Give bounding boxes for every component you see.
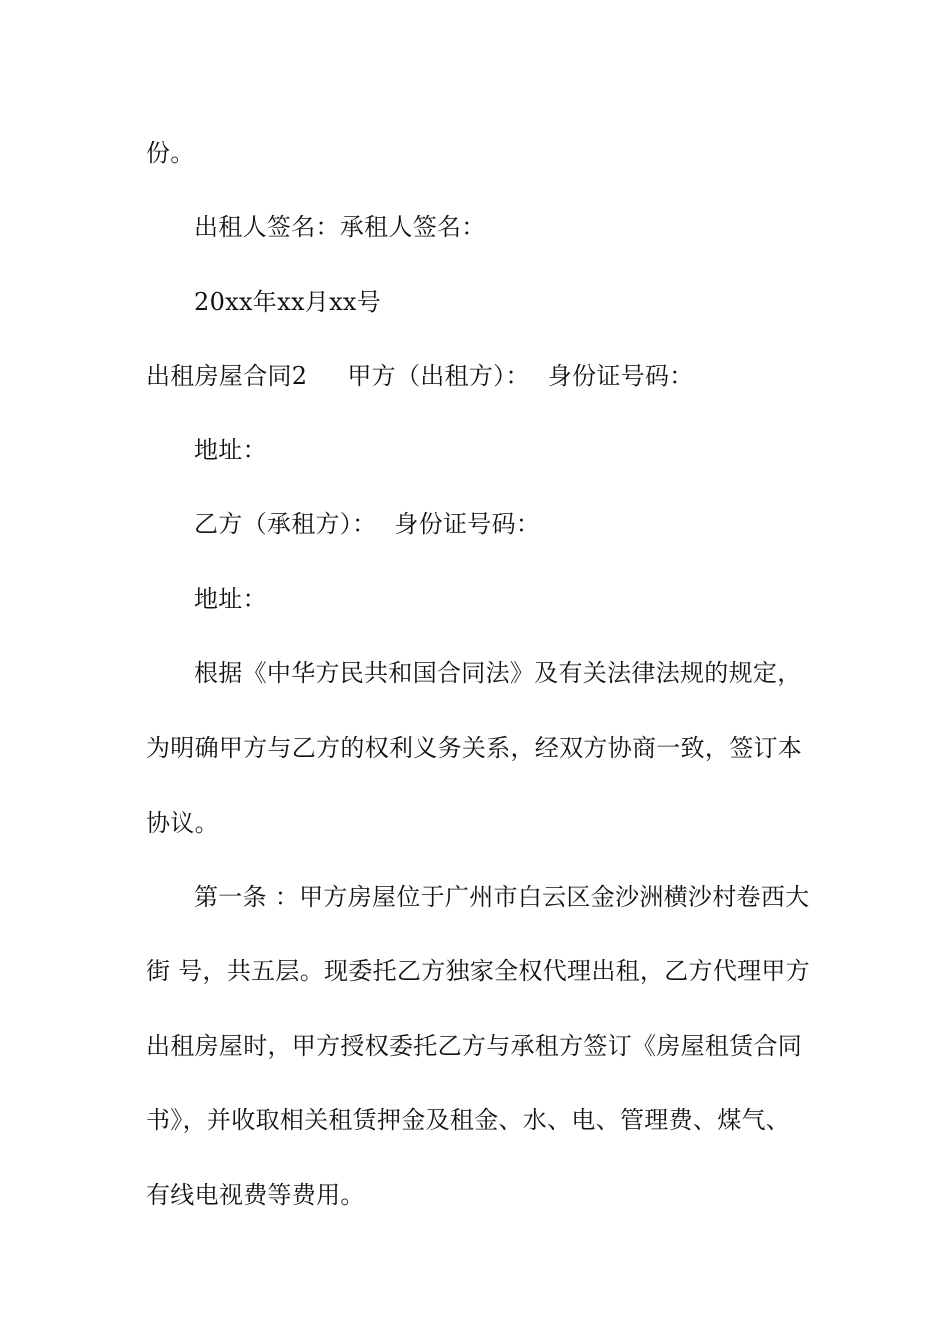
party-b-id-label: 身份证号码：: [394, 510, 541, 538]
article-1-text: 有线电视费等费用。: [146, 1181, 365, 1209]
text-line: [194, 210, 816, 244]
text-line: [146, 1103, 816, 1137]
party-b-address-label: 地址：: [194, 585, 267, 613]
party-a-label: 甲方（出租方）：: [347, 362, 530, 390]
continuation-text: 份。: [146, 139, 195, 167]
article-1-text: 出租房屋时，甲方授权委托乙方与承租方签订《房屋租赁合同: [146, 1032, 803, 1060]
text-line: [194, 285, 816, 319]
article-1-text: 书》，并收取相关租赁押金及租金、水、电、管理费、煤气、: [146, 1106, 791, 1134]
article-1-text: 街 号，共五层。现委托乙方独家全权代理出租，乙方代理甲方: [146, 957, 811, 985]
text-line: [194, 582, 816, 616]
party-a-address-label: 地址：: [194, 436, 267, 464]
text-line: [146, 136, 816, 170]
text-line: [146, 1178, 816, 1212]
party-a-id-label: 身份证号码：: [547, 362, 694, 390]
text-line: [194, 880, 816, 914]
preamble-text: 根据《中华方民共和国合同法》及有关法律法规的规定，: [194, 659, 802, 687]
text-line: [194, 656, 816, 690]
preamble-text: 为明确甲方与乙方的权利义务关系，经双方协商一致，签订本: [146, 734, 803, 762]
text-line: [194, 507, 816, 541]
signature-labels: 出租人签名：承租人签名：: [194, 213, 486, 241]
preamble-text: 协议。: [146, 809, 219, 837]
text-line: [146, 954, 816, 988]
text-line: [146, 731, 816, 765]
text-line: [146, 359, 816, 393]
text-line: [146, 806, 816, 840]
date-line: 20xx年xx月xx号: [194, 288, 382, 316]
text-line: [146, 1029, 816, 1063]
party-b-label: 乙方（承租方）：: [194, 510, 377, 538]
text-line: [194, 433, 816, 467]
article-1-text: 第一条 ：甲方房屋位于广州市白云区金沙洲横沙村卷西大: [194, 883, 810, 911]
contract-title: 出租房屋合同2: [146, 362, 308, 390]
